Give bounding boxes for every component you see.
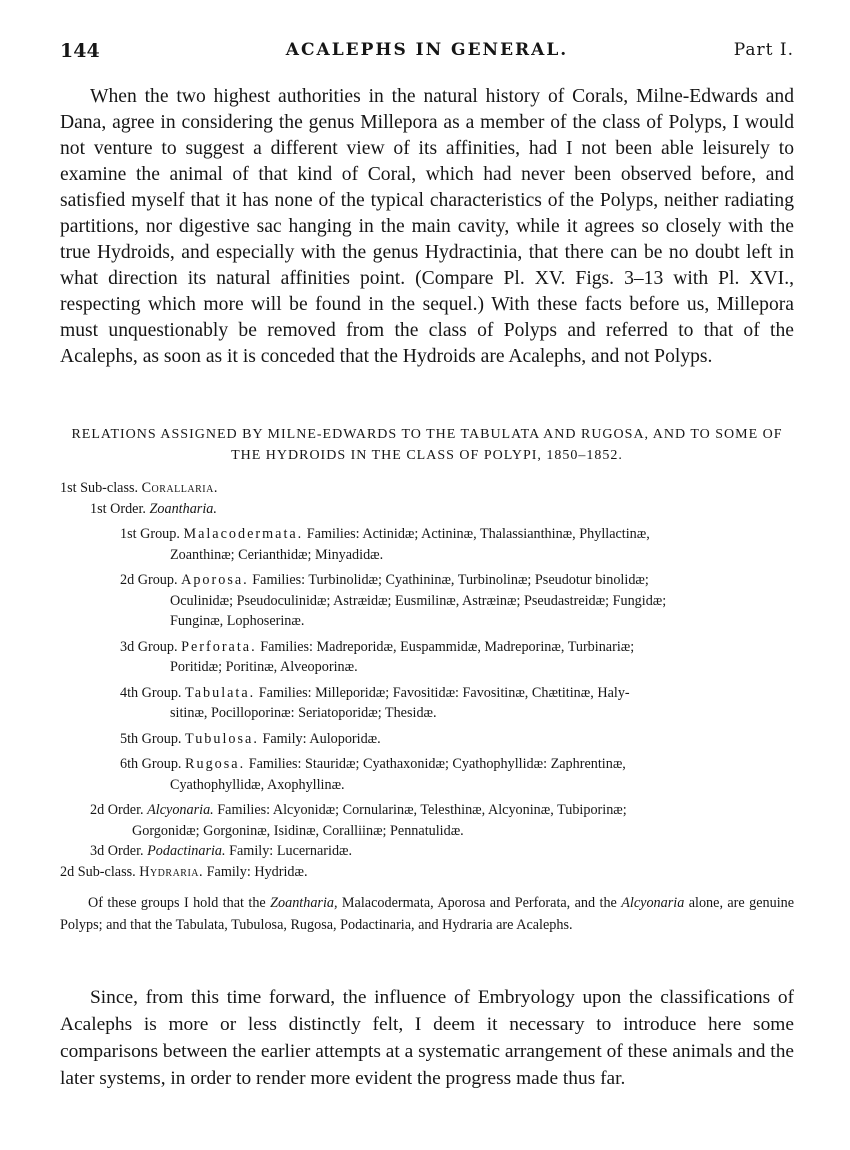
group-label: 1st Group. [120,526,180,542]
families-list: Stauridæ; Cyathaxonidæ; Cyathophyllidæ: Zaphrentinæ, [305,756,626,772]
families-label: Families: [217,802,271,818]
families-continuation: sitinæ, Pocilloporinæ: Seriatoporidæ; Thesidæ. [170,705,437,721]
part-label: Part I. [733,40,794,60]
families-continuation: Cyathophyllidæ, Axophyllinæ. [170,776,345,793]
group-tabulata [60,683,800,704]
order-label: 1st Order. [90,500,146,517]
subclass-name: Hydraria. [139,863,204,880]
families-label: Families: [258,684,312,701]
group-rugosa [60,754,800,775]
group-name: Tubulosa. [185,730,259,747]
page-header [60,40,794,70]
group-name: Aporosa. [181,572,249,588]
page-number: 144 [60,40,100,62]
families-list: Lucernaridæ. [276,843,353,859]
group-name: Rugosa. [185,756,246,772]
order-name: Podactinaria. [147,843,226,859]
subclass-corallaria [60,478,800,499]
group-malacodermata [60,524,800,545]
families-label: Family: [206,863,251,880]
group-aporosa [60,570,800,591]
note-italic: Alcyonaria [621,895,685,911]
note-text: alone, are genuine Polyps; and that the Tabulata, Tubulosa, Rugosa, Podactinaria, and Hydraria are Acalephs. [60,895,795,933]
families-continuation: Zoanthinæ; Cerianthidæ; Minyadidæ. [170,546,384,563]
group-label: 2d Group. [120,572,178,588]
families-list: Hydridæ. [254,863,308,880]
families-label: Family: [229,843,274,859]
order-label: 2d Order. [90,802,144,818]
classification-note [60,892,794,936]
classification-title: RELATIONS ASSIGNED BY MILNE-EDWARDS TO THE TABULATA AND RUGOSA, AND TO SOME OF THE HYDROIDS IN THE CLASS OF POLYPI, 1850–1852. [71,427,783,463]
families-list: Auloporidæ. [309,730,381,747]
order-alcyonaria [60,800,800,821]
families-label: Families: [306,526,360,542]
group-name: Tabulata. [185,684,256,701]
group-label: 6th Group. [120,756,182,772]
families-label: Family: [262,730,307,747]
families-list: Madreporidæ, Euspammidæ, Madreporinæ, Turbinariæ; [316,638,635,655]
order-name: Zoantharia. [149,500,217,517]
families-list: Alcyonidæ; Cornularinæ, Telesthinæ, Alcyoninæ, Tubiporinæ; [272,802,627,818]
note-italic: Zoantharia [270,895,334,911]
group-perforata [60,637,800,658]
subclass-name: Corallaria. [141,480,218,496]
order-podactinaria [60,841,800,862]
families-label: Families: [260,638,313,655]
families-label: Families: [252,572,306,588]
families-list: Milleporidæ; Favositidæ: Favositinæ, Chætitinæ, Haly- [315,684,630,701]
order-label: 3d Order. [90,843,144,859]
order-name: Alcyonaria. [147,802,214,818]
paragraph-embryology: Since, from this time forward, the influence of Embryology upon the classifications of Acalephs is more or less distinctly felt, I deem it necessary to introduce here some comparisons between the earlier attempts at a systematic arrangement of these animals and the later systems, in order to render more evident the progress made thus far. [60,987,794,1089]
classification-list [60,478,800,882]
note-text: Of these groups I hold that the [88,895,271,911]
group-label: 4th Group. [120,684,182,701]
subclass-label: 1st Sub-class. [60,480,139,496]
group-tubulosa [60,729,800,750]
group-name: Malacodermata. [183,526,304,542]
families-continuation: Oculinidæ; Pseudoculinidæ; Astræidæ; Eusmilinæ, Astræinæ; Pseudastreidæ; Fungidæ; [170,592,667,609]
group-label: 3d Group. [120,638,178,655]
families-continuation: Poritidæ; Poritinæ, Alveoporinæ. [170,659,358,675]
note-text: , Malacodermata, Aporosa and Perforata, and the [333,895,622,911]
running-title: ACALEPHS IN GENERAL. [285,40,569,60]
families-continuation: Gorgonidæ; Gorgoninæ, Isidinæ, Coralliinæ; Pennatulidæ. [132,822,464,839]
group-name: Perforata. [181,638,257,655]
families-list: Actinidæ; Actininæ, Thalassianthinæ, Phyllactinæ, [362,526,650,542]
families-continuation: Funginæ, Lophoserinæ. [170,613,305,629]
order-zoantharia [60,499,800,520]
families-list: Turbinolidæ; Cyathininæ, Turbinolinæ; Pseudotur binolidæ; [308,572,649,588]
families-label: Families: [248,756,302,772]
paragraph-millepora: When the two highest authorities in the natural history of Corals, Milne-Edwards and Dana, agree in considering the genus Millepora as a member of the class of Polyps, I would not venture to suggest a different view of its affinities, had I not been able leisurely to examine the animal of that kind of Coral, which had never been observed before, and satisfied myself that it has none of the typical characteristics of the Polyps, neither radiating partitions, nor digestive sac hanging in the main cavity, while it agrees so closely with the true Hydroids, and especially with the genus Hydractinia, that there can be no doubt left in what direction its natural affinities point. (Compare Pl. XV. Figs. 3–13 with Pl. XVI., respecting which more will be found in the sequel.) With these facts before us, Millepora must unquestionably be removed from the class of Polyps and referred to that of the Acalephs, as soon as it is conceded that the Hydroids are Acalephs, and not Polyps. [60,86,794,367]
subclass-label: 2d Sub-class. [60,863,136,880]
subclass-hydraria [60,862,800,883]
group-label: 5th Group. [120,730,182,747]
